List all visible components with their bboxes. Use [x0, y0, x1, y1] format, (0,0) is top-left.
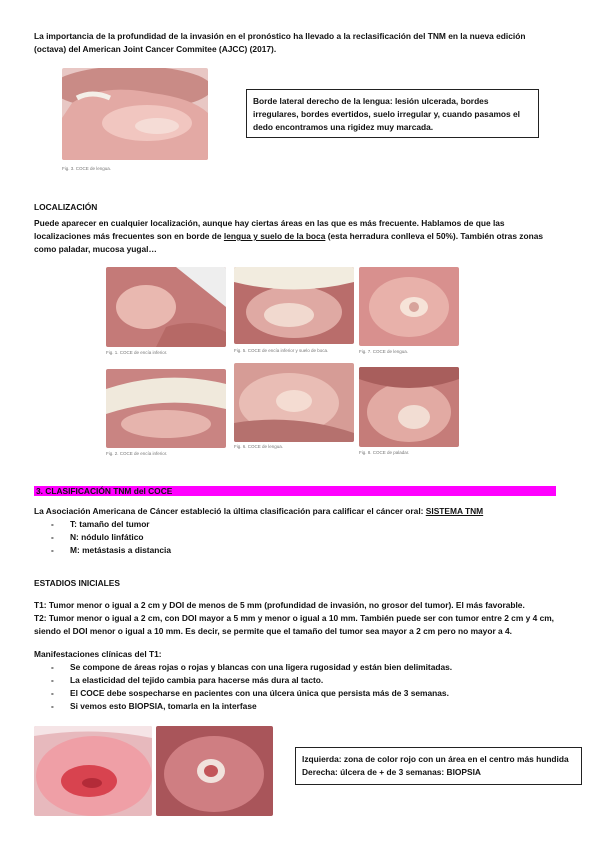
gallery-photo-6: [359, 367, 459, 447]
t1-paragraph: T1: Tumor menor o igual a 2 cm y DOI de menos de 5 mm (profundidad de invasión, no grosor del tumor). El más favorable.: [34, 600, 525, 610]
gallery-caption-3: Fig. 7. COCE de lengua.: [359, 349, 409, 354]
list-item: - El COCE debe sospecharse en pacientes con una úlcera única que persista más de 3 semanas.: [34, 687, 559, 700]
list-item: - Si vemos esto BIOPSIA, tomarla en la interfase: [34, 700, 559, 713]
ulcer-photo: [156, 726, 273, 816]
t1-red-lesion-photo: [34, 726, 152, 816]
list-item: - M: metástasis a distancia: [34, 544, 534, 557]
localizacion-heading: LOCALIZACIÓN: [34, 202, 98, 212]
manifestaciones-heading: Manifestaciones clínicas del T1:: [34, 649, 162, 659]
gallery-caption-2: Fig. 5. COCE de encía inferior y suelo de boca.: [234, 348, 329, 353]
gallery-caption-5: Fig. 6. COCE de lengua.: [234, 444, 284, 449]
gallery-photo-5: [234, 363, 354, 442]
tongue-note-box: [246, 89, 539, 138]
t2-paragraph: T2: Tumor menor o igual a 2 cm, con DOI mayor a 5 mm y menor o igual a 10 mm. También puede ser con tumor entre 2 cm y 4 cm, siendo el DOI menor o igual a 10 mm. Es decir, se permite que el tamaño del tumor sea mayor a 2 cm pero no mayor a 4.: [34, 613, 555, 636]
manifestaciones-list: [34, 661, 559, 713]
gallery-photo-2: [234, 267, 354, 344]
list-item: - Se compone de áreas rojas o rojas y blancas con una ligera rugosidad y están bien delimitadas.: [34, 661, 559, 674]
localizacion-text-a: Puede aparecer en cualquier localización, aunque hay ciertas áreas en las que es más frecuente. Hablamos de que las localizaciones más frecuentes son en borde de: [34, 218, 505, 241]
gallery-photo-3: [359, 267, 459, 346]
list-item: - N: nódulo linfático: [34, 531, 534, 544]
list-item: - La elasticidad del tejido cambia para hacerse más dura al tacto.: [34, 674, 559, 687]
section-band-tnm: 3. CLASIFICACIÓN TNM del COCE: [34, 486, 556, 496]
tnm-intro-text: La Asociación Americana de Cáncer estableció la última clasificación para calificar el cáncer oral:: [34, 506, 426, 516]
bottom-note-box: [295, 747, 582, 785]
localizacion-paragraph: [34, 217, 559, 256]
intro-paragraph: La importancia de la profundidad de la invasión en el pronóstico ha llevado a la reclasificación del TNM en la nueva edición (octava) del American Joint Cancer Commitee (AJCC) (2017).: [34, 31, 526, 54]
gallery-caption-4: Fig. 2. COCE de encía inferior.: [106, 451, 168, 456]
tnm-intro: [34, 505, 559, 518]
gallery-caption-1: Fig. 1. COCE de encía inferior.: [106, 350, 168, 355]
tnm-system-label: SISTEMA TNM: [425, 506, 484, 516]
gallery-photo-4: [106, 369, 226, 448]
localizacion-underlined: lengua y suelo de la boca: [223, 231, 326, 241]
tongue-note-text: Borde lateral derecho de la lengua: lesión ulcerada, bordes irregulares, bordes evertidos, suelo irregular y, cuando pasamos el dedo encontramos una rigidez muy marcada.: [253, 96, 521, 132]
estadios-heading: ESTADIOS INICIALES: [34, 578, 120, 588]
bottom-note-right: Derecha: úlcera de + de 3 semanas: BIOPSIA: [302, 767, 481, 777]
gallery-caption-6: Fig. 8. COCE de paladar.: [359, 450, 410, 455]
tnm-list: [34, 518, 534, 557]
gallery-photo-1: [106, 267, 226, 347]
bottom-note-left: Izquierda: zona de color rojo con un área en el centro más hundida: [302, 754, 569, 764]
localizacion-text-b: (esta herradura conlleva el 50%). También otras zonas como paladar, mucosa yugal…: [34, 231, 544, 254]
figure-caption: Fig. 3. COCE de lengua.: [62, 166, 112, 171]
tongue-lesion-photo: [62, 68, 208, 160]
list-item: - T: tamaño del tumor: [34, 518, 534, 531]
